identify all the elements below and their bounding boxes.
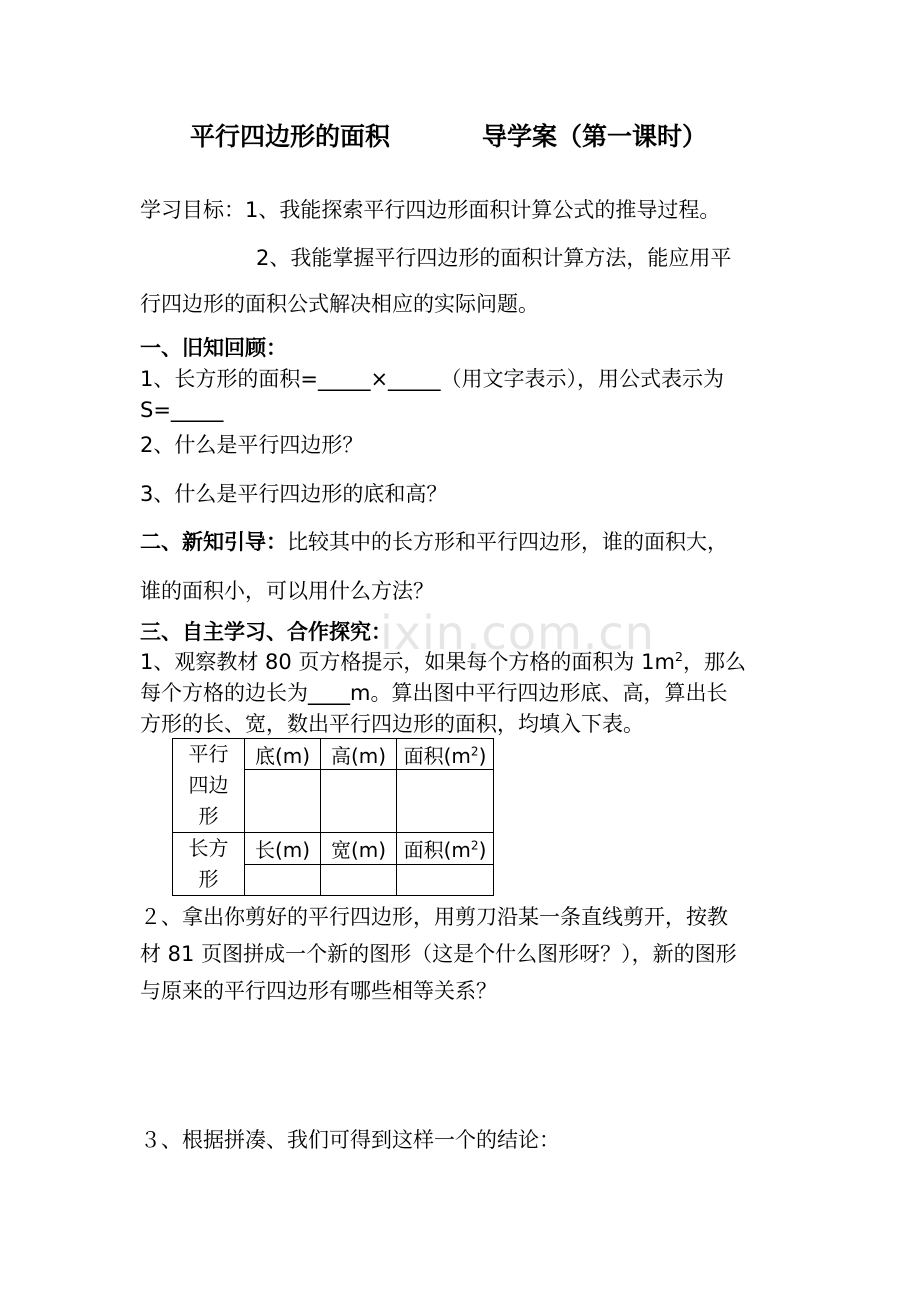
review-q2: 2、什么是平行四边形？ <box>140 433 364 457</box>
table-header-base: 底(m) <box>245 739 321 770</box>
explore-q2-line1: ２、拿出你剪好的平行四边形，用剪刀沿某一条直线剪开，按教 <box>140 905 728 929</box>
section1-heading: 一、旧知回顾： <box>140 336 287 360</box>
explore-q2-line3: 与原来的平行四边形有哪些相等关系？ <box>140 979 497 1003</box>
explore-q1-text-b: ，那么 <box>682 650 746 674</box>
section2-line1 <box>140 530 728 554</box>
table-cell-height-value <box>321 770 397 833</box>
table-header-area-r: 面积$(m^2)$ <box>397 833 494 865</box>
review-q1-line1: 1、长方形的面积=_____×_____（用文字表示），用公式表示为 <box>140 367 725 391</box>
explore-q1-line3: 方形的长、宽，数出平行四边形的面积，均填入下表。 <box>140 712 644 736</box>
section3-heading: 三、自主学习、合作探究： <box>140 620 392 644</box>
review-q3: 3、什么是平行四边形的底和高？ <box>140 482 448 506</box>
explore-q2-line2: 材 81 页图拼成一个新的图形（这是个什么图形呀？），新的图形 <box>140 942 737 966</box>
parallelogram-label: 平行四边形 <box>173 739 245 833</box>
section2-heading: 二、新知引导： <box>140 530 287 554</box>
objective-line-1: 学习目标：1、我能探索平行四边形面积计算公式的推导过程。 <box>140 198 721 222</box>
review-q1-line2: S=_____ <box>140 398 224 422</box>
section2-text-1: 比较其中的长方形和平行四边形，谁的面积大， <box>287 530 728 554</box>
table-cell-base-value <box>245 770 321 833</box>
explore-q3: ３、根据拼凑、我们可得到这样一个的结论： <box>140 1128 560 1152</box>
title-sub: 导学案（第一课时） <box>482 122 708 151</box>
title-main: 平行四边形的面积 <box>190 122 391 151</box>
table-header-width: 宽(m) <box>321 833 397 865</box>
table-cell-length-value <box>245 864 321 896</box>
explore-q1-text-a: 1、观察教材 80 页方格提示，如果每个方格的面积为 1m <box>140 650 675 674</box>
section2-line2: 谁的面积小，可以用什么方法？ <box>140 579 434 603</box>
table-header-height: 高(m) <box>321 739 397 770</box>
watermark: ixin.com.cn <box>380 606 655 660</box>
table-cell-area-r-value <box>397 864 494 896</box>
objective-line-3: 行四边形的面积公式解决相应的实际问题。 <box>140 292 539 316</box>
objective-line-2: 2、我能掌握平行四边形的面积计算方法，能应用平 <box>256 246 732 270</box>
table-header-length: 长(m) <box>245 833 321 865</box>
explore-q1-line1 <box>140 650 746 674</box>
explore-q1-line2: 每个方格的边长为____m。算出图中平行四边形底、高，算出长 <box>140 681 728 705</box>
table-cell-area-p-value <box>397 770 494 833</box>
table-header-area-p: 面积$(m^2)$ <box>397 739 494 770</box>
rectangle-label: 长方形 <box>173 833 245 896</box>
measurement-table <box>172 738 494 896</box>
table-cell-width-value <box>321 864 397 896</box>
explore-q1-sup: 2 <box>674 649 683 664</box>
